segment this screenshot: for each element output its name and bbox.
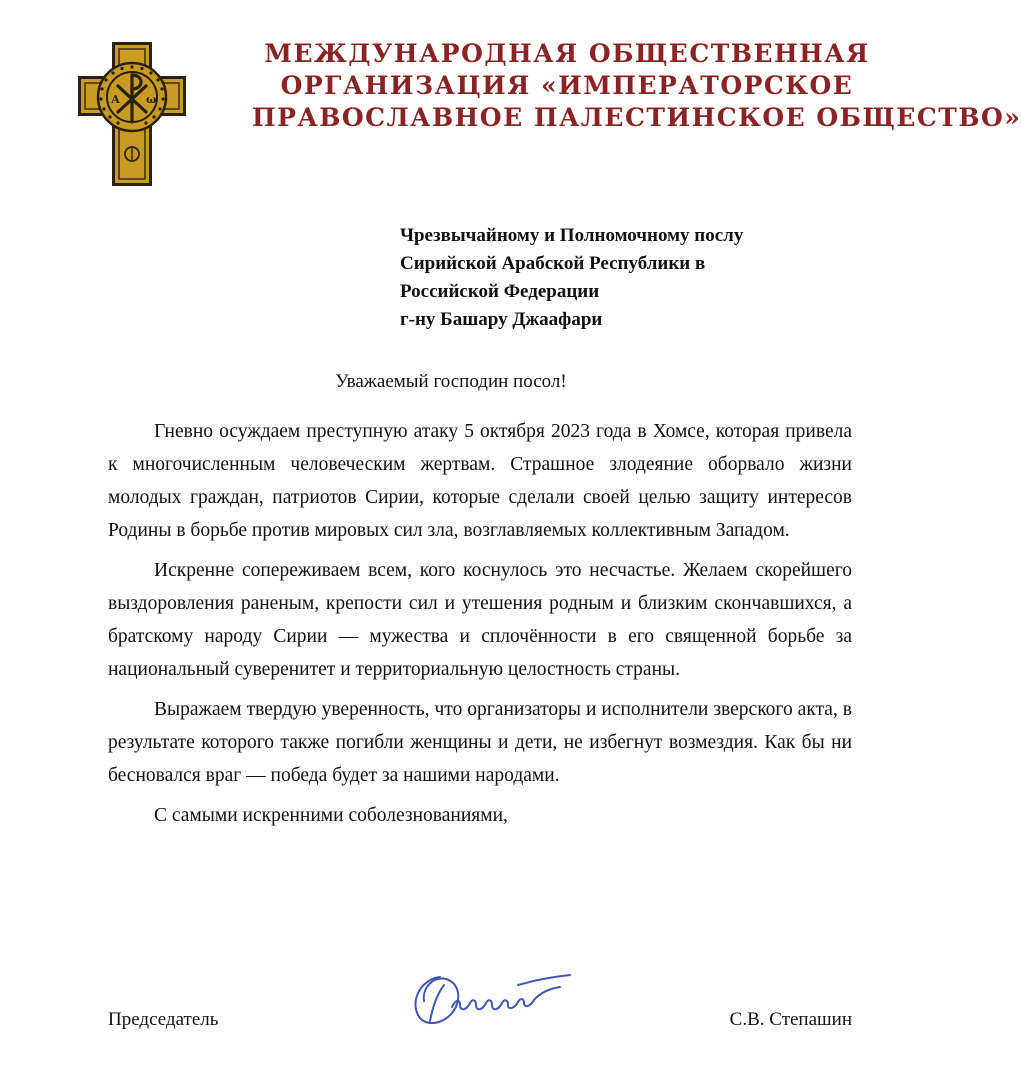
recipient-line: г-ну Башару Джаафари <box>400 309 603 330</box>
letter-body <box>108 415 852 839</box>
closing-line: С самыми искренними соболезнованиями, <box>154 805 508 826</box>
body-paragraph: Искренне сопереживаем всем, кого коснулось это несчастье. Желаем скорейшего выздоровления раненым, крепости сил и утешения родным и близким скончавшихся, а братскому народу Сирии — мужества и сплочённости в его священной борьбе за национальный суверенитет и территориальную целостность страны. <box>108 560 852 680</box>
alpha-letter: А <box>111 93 120 106</box>
body-paragraph: Гневно осуждаем преступную атаку 5 октября 2023 года в Хомсе, которая привела к многочисленным человеческим жертвам. Страшное злодеяние оборвало жизни молодых граждан, патриотов Сирии, которые сделали своей целью защиту интересов Родины в борьбе против мировых сил зла, возглавляемых коллективным Западом. <box>108 421 852 541</box>
handwritten-signature-icon <box>400 955 575 1035</box>
org-name-line: ПРАВОСЛАВНОЕ ПАЛЕСТИНСКОЕ ОБЩЕСТВО» <box>252 103 1021 132</box>
signatory-position: Председатель <box>108 1009 219 1030</box>
org-name-line: ОРГАНИЗАЦИЯ «ИМПЕРАТОРСКОЕ <box>280 71 854 100</box>
org-name <box>252 38 1021 134</box>
org-logo <box>78 42 186 186</box>
org-name-line: МЕЖДУНАРОДНАЯ ОБЩЕСТВЕННАЯ <box>264 39 870 68</box>
body-paragraph: Выражаем твердую уверенность, что организаторы и исполнители зверского акта, в результате которого также погибли женщины и дети, не избегнут возмездия. Как бы ни бесновался враг — победа будет за нашими народами. <box>108 699 852 786</box>
signature <box>400 955 575 1035</box>
salutation: Уважаемый господин посол! <box>335 371 567 392</box>
recipient-line: Чрезвычайному и Полномочному послу <box>400 225 744 246</box>
recipient-line: Сирийской Арабской Республики в <box>400 253 706 274</box>
recipient-block <box>400 222 860 334</box>
signatory-name: С.В. Степашин <box>729 1009 852 1030</box>
chi-rho-cross-emblem-icon <box>78 42 186 186</box>
recipient-line: Российской Федерации <box>400 281 600 302</box>
omega-letter: ω <box>146 93 157 106</box>
